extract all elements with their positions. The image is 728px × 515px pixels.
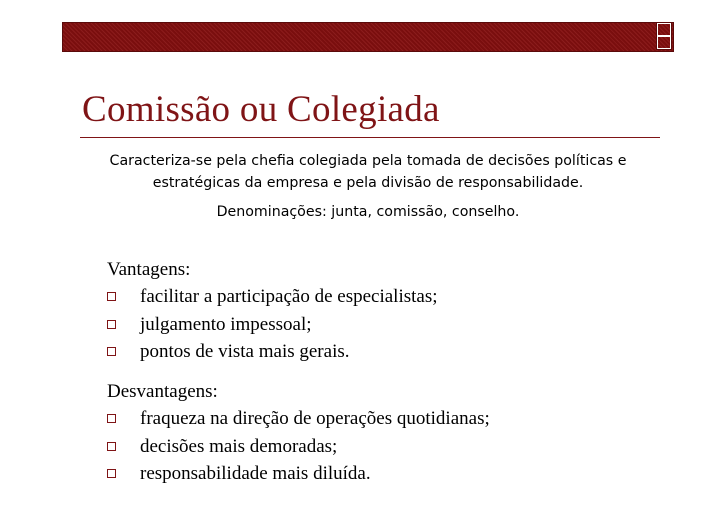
square-bullet-icon: [107, 442, 116, 451]
list-item-text: julgamento impessoal;: [140, 313, 312, 335]
header-decorative-box: [656, 22, 672, 50]
disadvantages-heading: Desvantagens:: [107, 381, 218, 402]
advantages-section: [107, 256, 438, 366]
slide-description: [78, 150, 658, 194]
square-bullet-icon: [107, 347, 116, 356]
advantages-heading: Vantagens:: [107, 259, 191, 280]
list-item: [107, 433, 490, 461]
list-item: [107, 405, 490, 433]
square-bullet-icon: [107, 292, 116, 301]
advantages-list: [107, 283, 438, 366]
disadvantages-section: [107, 378, 490, 488]
list-item-text: pontos de vista mais gerais.: [140, 341, 350, 362]
header-box-fill-top: [658, 24, 670, 35]
list-item-text: decisões mais demoradas;: [140, 435, 338, 457]
list-item: [107, 338, 438, 366]
list-item: [107, 283, 438, 311]
denominations-text: Denominações: junta, comissão, conselho.: [216, 204, 520, 220]
list-item: [107, 311, 438, 339]
disadvantages-list: [107, 405, 490, 488]
square-bullet-icon: [107, 320, 116, 329]
description-line-1: Caracteriza-se pela chefia colegiada pela tomada de decisões políticas e: [109, 153, 627, 169]
header-box-fill-bottom: [658, 37, 670, 48]
header-decorative-bar: [62, 22, 674, 52]
slide-title: Comissão ou Colegiada: [82, 89, 440, 130]
list-item: [107, 460, 490, 488]
list-item-text: facilitar a participação de especialistas;: [140, 286, 438, 307]
list-item-text: responsabilidade mais diluída.: [140, 463, 371, 484]
title-divider: [80, 137, 660, 138]
list-item-text: fraqueza na direção de operações quotidianas;: [140, 408, 490, 429]
square-bullet-icon: [107, 469, 116, 478]
description-line-2: estratégicas da empresa e pela divisão de responsabilidade.: [152, 175, 584, 191]
square-bullet-icon: [107, 414, 116, 423]
